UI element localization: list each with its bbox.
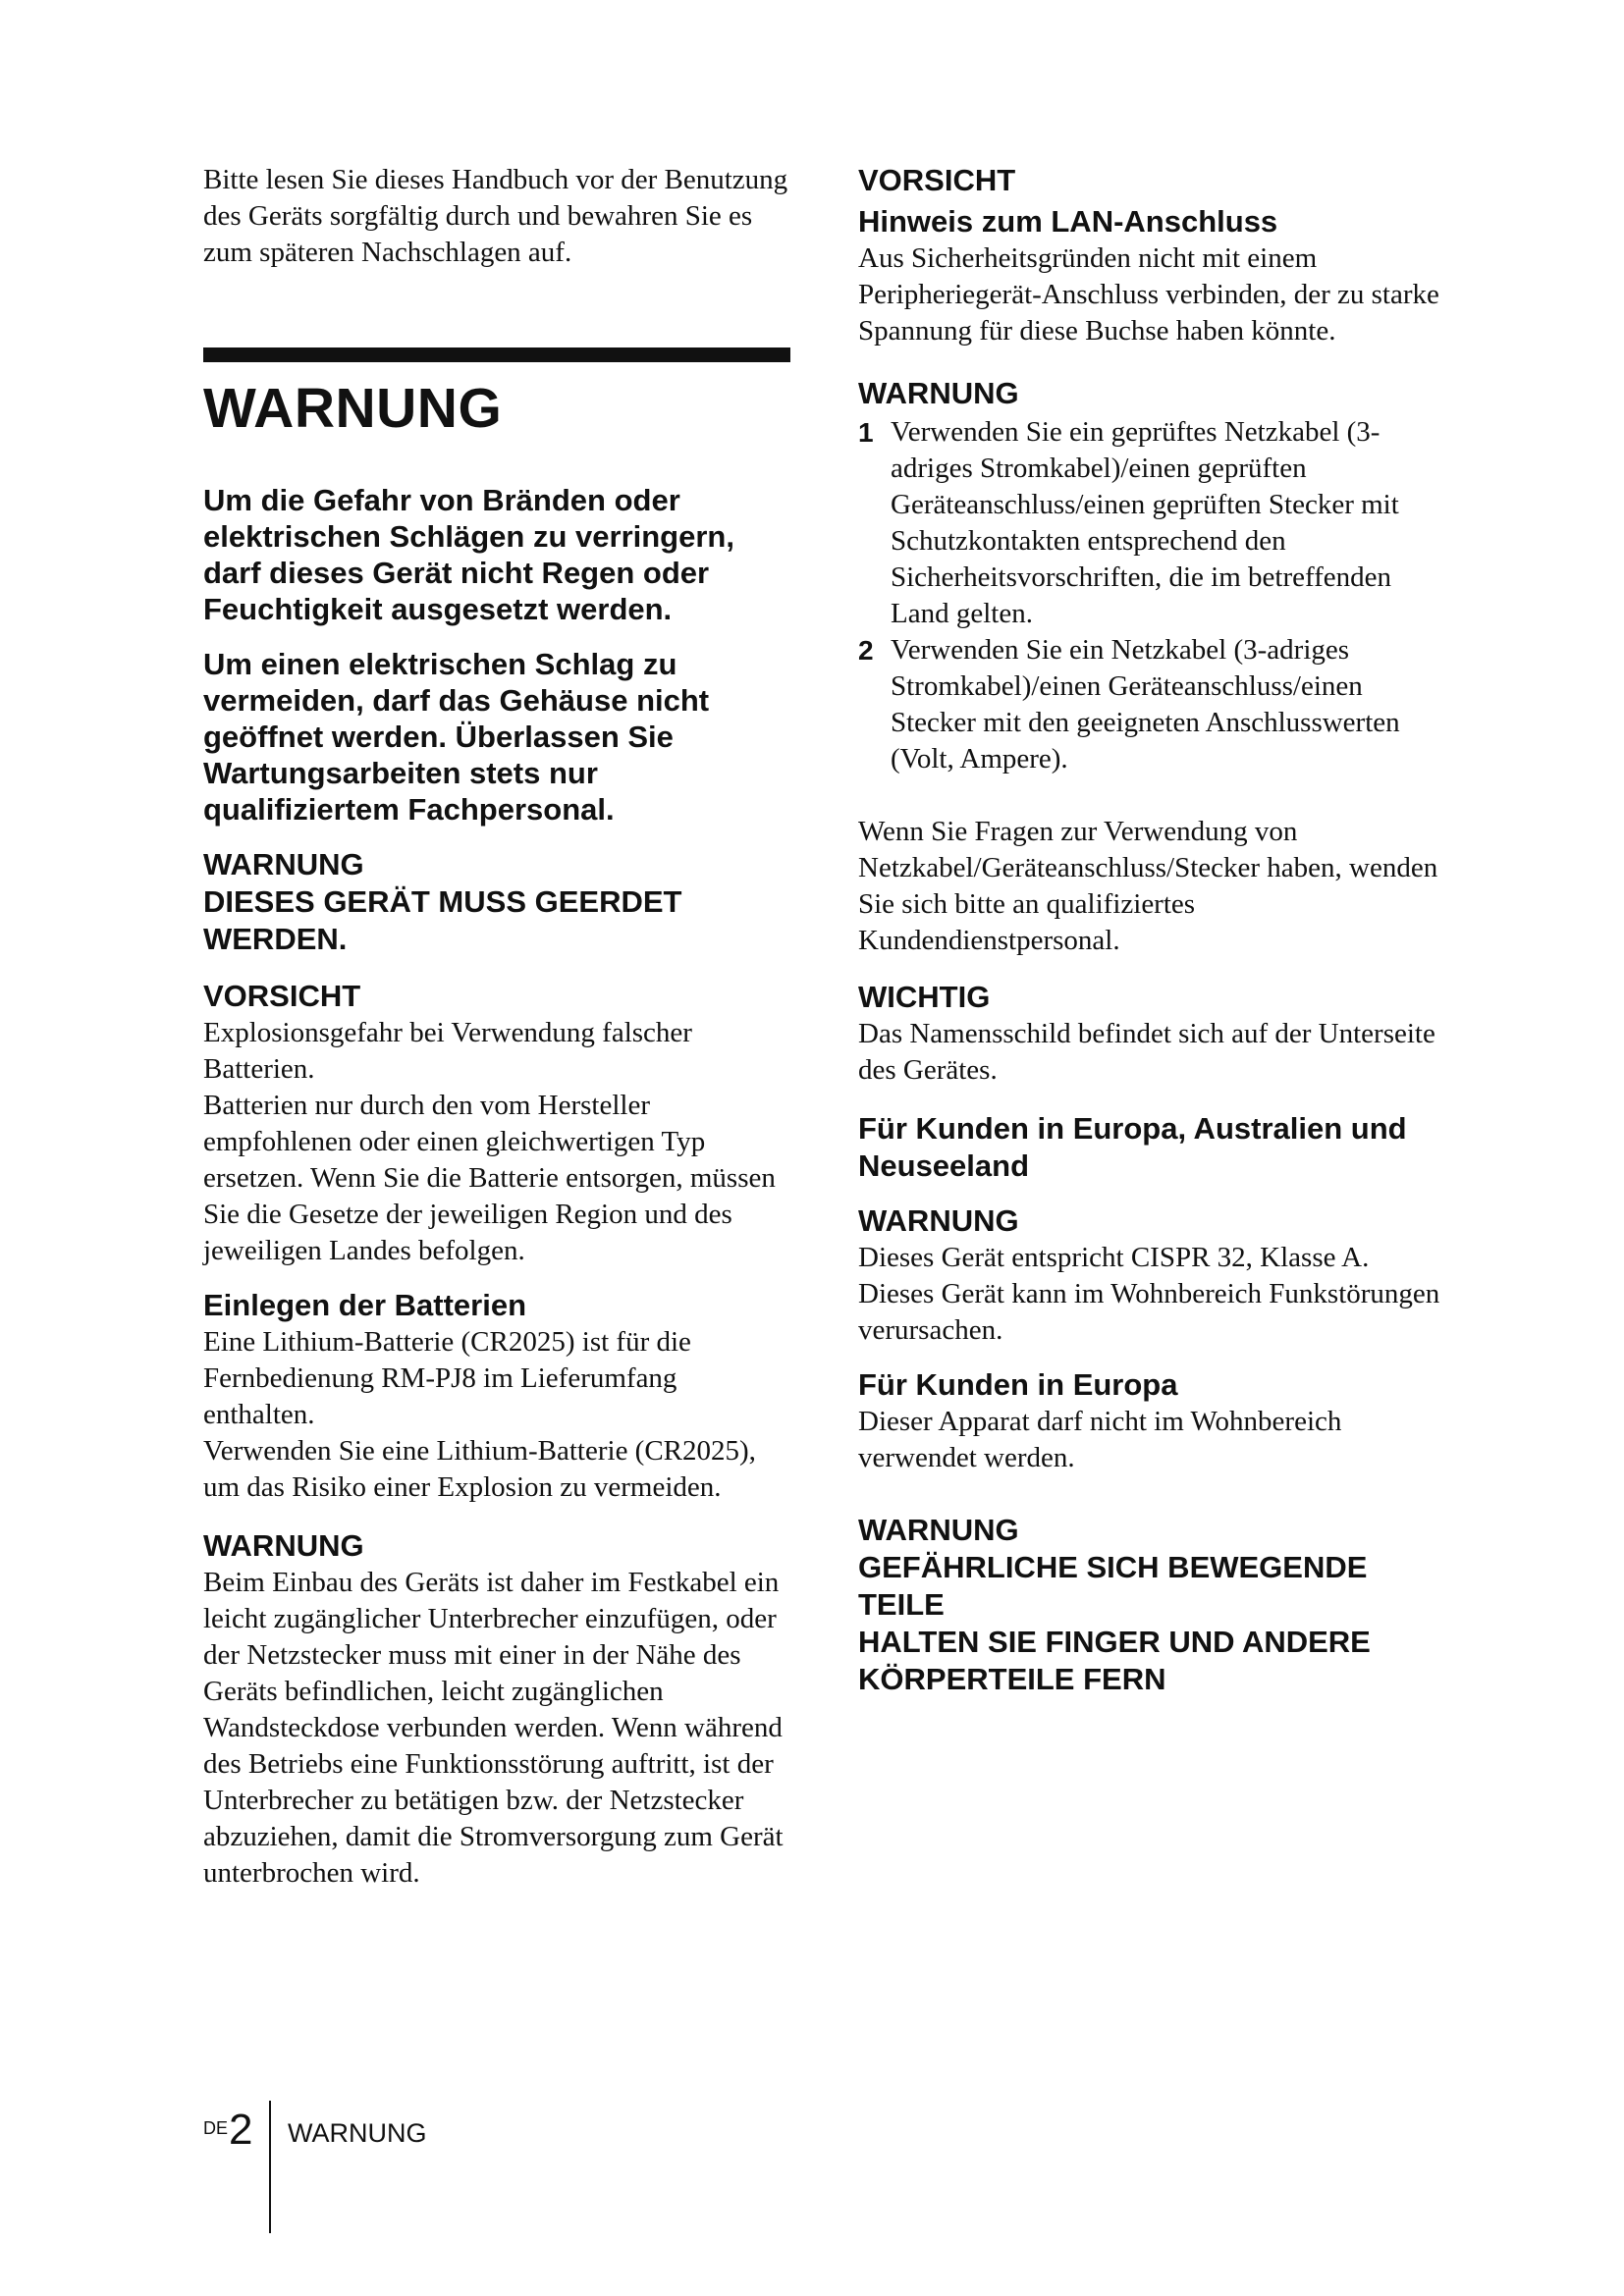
nameplate-text: Das Namensschild befindet sich auf der Unterseite des Gerätes. — [858, 1018, 1435, 1086]
installation-warning-text: Beim Einbau des Geräts ist daher im Festkabel ein leicht zugänglicher Unterbrecher einzufügen, oder der Netzstecker muss mit einer in der Nähe des Geräts befindlichen, leicht zugänglichen Wandsteckdose verbunden werden. Wenn während des Betriebs eine Funktionsstörung auftritt, ist der Unterbrecher zu betätigen bzw. der Netzstecker abzuziehen, damit die Stromversorgung zum Gerät unterbrochen wird. — [203, 1567, 784, 1889]
caution-paragraph: Batterien nur durch den vom Hersteller empfohlenen oder einen gleichwertigen Typ ersetzen. Wenn Sie die Batterie entsorgen, müssen Sie die Gesetze der jeweiligen Region und des jeweiligen Landes befolgen. — [203, 1090, 776, 1266]
installation-warning-heading: WARNUNG — [203, 1528, 364, 1563]
power-cord-warning-heading: WARNUNG — [858, 376, 1019, 410]
battery-insert-heading: Einlegen der Batterien — [203, 1288, 527, 1322]
cispr-text: Dieses Gerät entspricht CISPR 32, Klasse A. Dieses Gerät kann im Wohnbereich Funkstörungen verursachen. — [858, 1242, 1440, 1346]
battery-insert-text — [203, 1324, 790, 1506]
list-number: 1 — [858, 417, 874, 448]
heading-rule — [203, 347, 790, 362]
eu-heading: Für Kunden in Europa — [858, 1367, 1178, 1402]
battery-caution-heading: VORSICHT — [203, 979, 361, 1013]
list-number: 2 — [858, 635, 874, 666]
battery-caution-text — [203, 1015, 790, 1269]
power-cord-questions: Wenn Sie Fragen zur Verwendung von Netzkabel/Geräteanschluss/Stecker haben, wenden Sie sich bitte an qualifiziertes Kundendienstpersonal. — [858, 816, 1438, 956]
cispr-warning-heading: WARNUNG — [858, 1203, 1019, 1238]
list-item-text: Verwenden Sie ein Netzkabel (3-adriges Stromkabel)/einen Geräteanschluss/einen Stecker mit den geeigneten Anschlusswerten (Volt, Ampere). — [891, 634, 1400, 774]
battery-paragraph: Verwenden Sie eine Lithium-Batterie (CR2025), um das Risiko einer Explosion zu vermeiden. — [203, 1435, 756, 1503]
main-heading: WARNUNG — [203, 377, 503, 440]
keep-away-line: HALTEN SIE FINGER UND ANDERE KÖRPERTEILE FERN — [858, 1625, 1371, 1696]
list-item-text: Verwenden Sie ein geprüftes Netzkabel (3-adriges Stromkabel)/einen geprüften Geräteanschluss/einen geprüften Stecker mit Schutzkontakten entsprechend den Sicherheitsvorschriften, die im betreffenden Land gelten. — [891, 416, 1399, 629]
list-item — [858, 414, 1447, 632]
lan-note-heading: Hinweis zum LAN-Anschluss — [858, 204, 1278, 239]
page-number: 2 — [229, 2106, 253, 2154]
important-heading: WICHTIG — [858, 980, 991, 1014]
lan-caution-heading: VORSICHT — [858, 163, 1016, 197]
list-item — [858, 632, 1447, 777]
footer-divider — [269, 2101, 271, 2233]
lan-note-text: Aus Sicherheitsgründen nicht mit einem Peripheriegerät-Anschluss verbinden, der zu starke Spannung für diese Buchse haben könnte. — [858, 242, 1439, 347]
moving-parts-line: GEFÄHRLICHE SICH BEWEGENDE TEILE — [858, 1550, 1368, 1622]
caution-paragraph: Explosionsgefahr bei Verwendung falscher Batterien. — [203, 1017, 692, 1085]
page-footer — [203, 2101, 596, 2238]
eu-text: Dieser Apparat darf nicht im Wohnbereich verwendet werden. — [858, 1406, 1342, 1473]
section-name: WARNUNG — [288, 2118, 427, 2148]
fire-shock-warning: Um die Gefahr von Bränden oder elektrischen Schlägen zu verringern, darf dieses Gerät nicht Regen oder Feuchtigkeit ausgesetzt werden. — [203, 483, 734, 626]
power-cord-list — [858, 414, 1447, 777]
ground-warning-heading: WARNUNG — [203, 847, 364, 881]
intro-paragraph: Bitte lesen Sie dieses Handbuch vor der Benutzung des Geräts sorgfältig durch und bewahren Sie es zum späteren Nachschlagen auf. — [203, 164, 788, 268]
eu-au-nz-heading: Für Kunden in Europa, Australien und Neuseeland — [858, 1111, 1407, 1183]
language-code: DE — [203, 2118, 229, 2138]
enclosure-warning: Um einen elektrischen Schlag zu vermeiden, darf das Gehäuse nicht geöffnet werden. Überlassen Sie Wartungsarbeiten stets nur qualifiziertem Fachpersonal. — [203, 647, 710, 827]
right-column — [858, 162, 1447, 1698]
moving-parts-warning-heading: WARNUNG — [858, 1513, 1019, 1547]
left-column — [203, 162, 790, 1892]
ground-warning-text: DIESES GERÄT MUSS GEERDET WERDEN. — [203, 884, 682, 956]
battery-paragraph: Eine Lithium-Batterie (CR2025) ist für die Fernbedienung RM-PJ8 im Lieferumfang enthalten. — [203, 1326, 691, 1430]
